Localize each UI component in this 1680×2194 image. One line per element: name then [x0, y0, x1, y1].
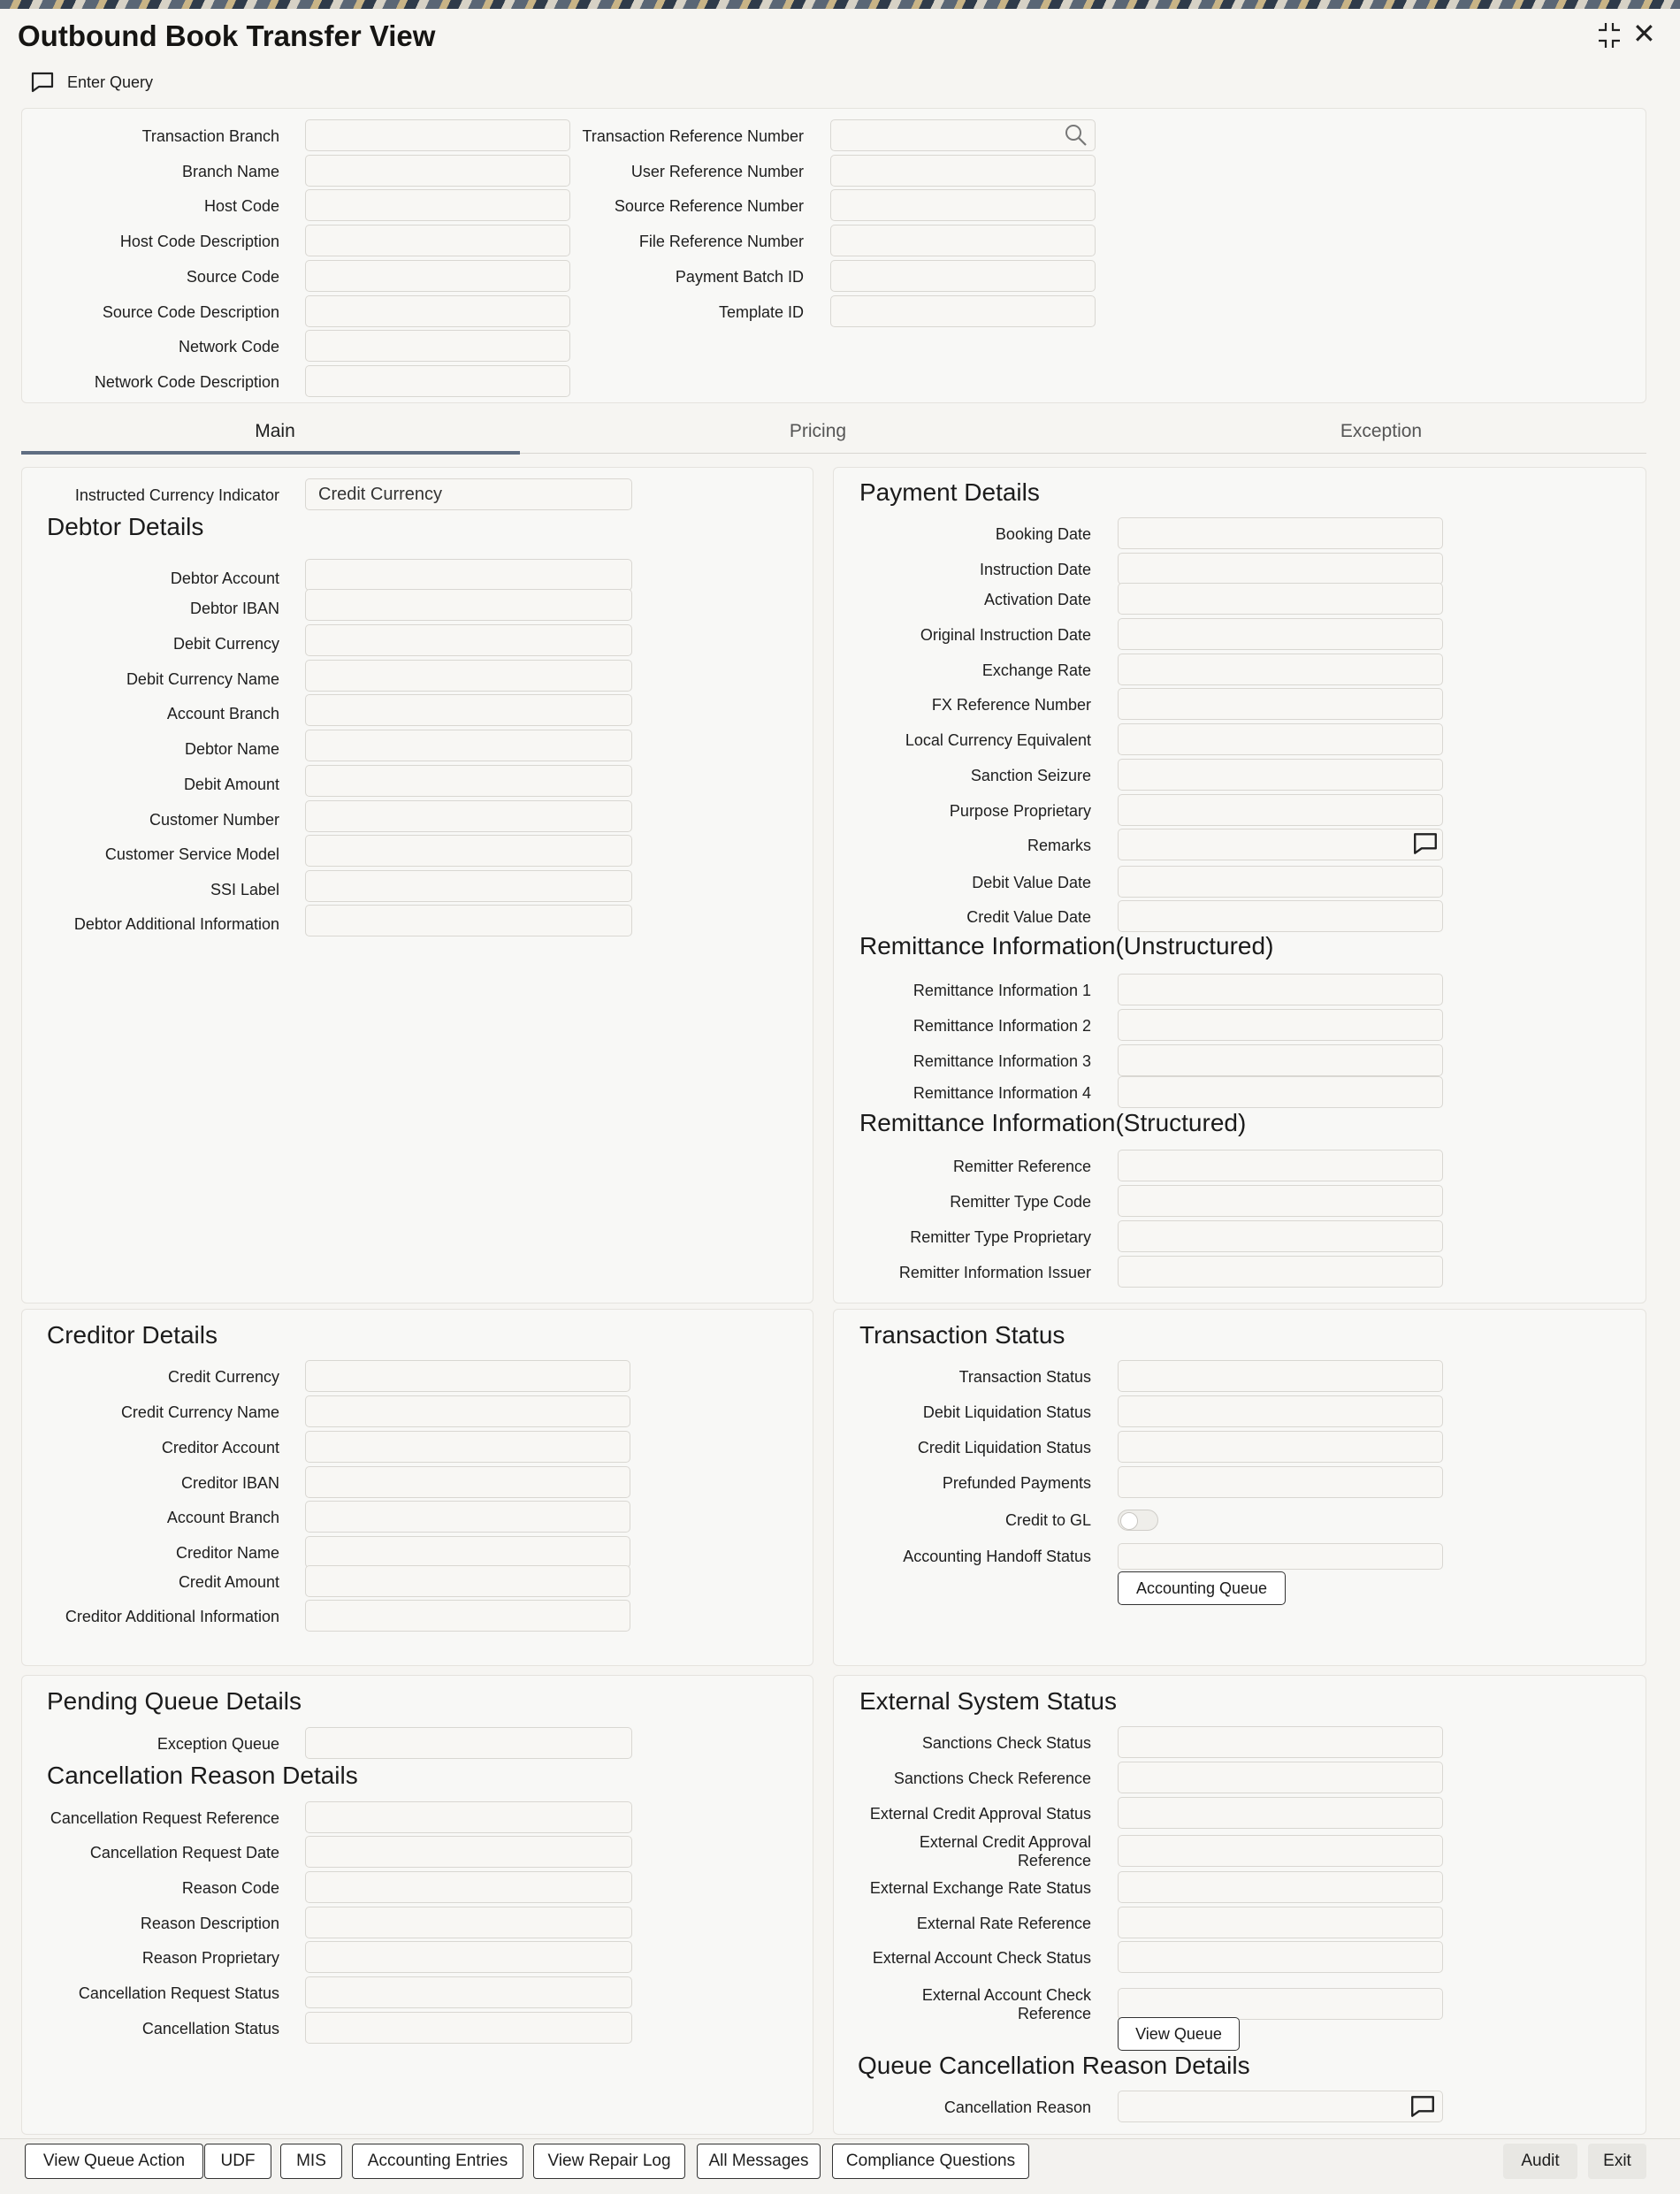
debtor-iban-field[interactable]: [305, 589, 632, 621]
cancellation-request-status-label: Cancellation Request Status: [78, 1984, 279, 2002]
debtor-account-label: Debtor Account: [170, 570, 279, 587]
credit-amount-label: Credit Amount: [178, 1573, 279, 1591]
fx-reference-number-label: FX Reference Number: [931, 696, 1091, 714]
accounting-handoff-status-label: Accounting Handoff Status: [903, 1548, 1091, 1565]
page-title: Outbound Book Transfer View: [18, 19, 436, 52]
transaction-reference-number-label: Transaction Reference Number: [582, 127, 804, 145]
debit-value-date-field[interactable]: [1118, 866, 1443, 898]
host-code-description-label: Host Code Description: [119, 233, 279, 251]
tab-exception[interactable]: Exception: [1340, 421, 1423, 441]
chat-icon[interactable]: [1409, 2094, 1436, 2119]
maximize-icon[interactable]: [1595, 21, 1623, 50]
debit-amount-field[interactable]: [305, 765, 632, 797]
source-reference-number-label: Source Reference Number: [614, 197, 804, 216]
view-queue-button[interactable]: View Queue: [1118, 2017, 1240, 2051]
credit-liquidation-status-label: Credit Liquidation Status: [917, 1439, 1091, 1456]
creditor-iban-field[interactable]: [305, 1466, 630, 1498]
activation-date-field[interactable]: [1118, 583, 1443, 615]
transaction-status-field[interactable]: [1118, 1360, 1443, 1392]
instruction-date-label: Instruction Date: [979, 561, 1091, 578]
creditor-name-field[interactable]: [305, 1536, 630, 1568]
creditor-name-label: Creditor Name: [175, 1544, 279, 1562]
cancellation-status-label: Cancellation Status: [141, 2020, 279, 2037]
ssi-label-label: SSI Label: [210, 881, 279, 898]
external-credit-approval-status-field[interactable]: [1118, 1797, 1443, 1829]
remittance-information-2-label: Remittance Information 2: [913, 1017, 1091, 1035]
remittance-information-4-label: Remittance Information 4: [913, 1084, 1091, 1102]
exchange-rate-label: Exchange Rate: [981, 661, 1091, 679]
cancellation-request-date-label: Cancellation Request Date: [89, 1844, 279, 1861]
network-code-description-label: Network Code Description: [94, 372, 279, 391]
transaction-branch-label: Transaction Branch: [141, 127, 279, 145]
remitter-type-proprietary-label: Remitter Type Proprietary: [910, 1228, 1091, 1246]
sanctions-check-reference-field[interactable]: [1118, 1762, 1443, 1793]
debit-currency-field[interactable]: [305, 624, 632, 656]
payment-batch-id-label: Payment Batch ID: [675, 267, 804, 286]
tab-main[interactable]: Main: [255, 421, 295, 441]
remitter-reference-field[interactable]: [1118, 1150, 1443, 1181]
queue-cancellation-reason-title: Queue Cancellation Reason Details: [858, 2052, 1250, 2079]
remittance-information-1-field[interactable]: [1118, 974, 1443, 1005]
remitter-type-proprietary-field[interactable]: [1118, 1220, 1443, 1252]
all-messages-button[interactable]: All Messages: [697, 2144, 821, 2179]
account-branch-field[interactable]: [305, 694, 632, 726]
creditor-iban-label: Creditor IBAN: [180, 1474, 279, 1492]
debit-amount-label: Debit Amount: [183, 776, 279, 793]
remittance-information-2-field[interactable]: [1118, 1009, 1443, 1041]
decorative-top-banner: [0, 0, 1680, 9]
cancellation-request-status-field[interactable]: [305, 1976, 632, 2008]
credit-liquidation-status-field[interactable]: [1118, 1431, 1443, 1463]
exception-queue-field[interactable]: [305, 1727, 632, 1759]
view-repair-log-button[interactable]: View Repair Log: [533, 2144, 685, 2179]
sanctions-check-reference-label: Sanctions Check Reference: [893, 1770, 1091, 1787]
remitter-information-issuer-field[interactable]: [1118, 1256, 1443, 1288]
external-credit-approval-status-label: External Credit Approval Status: [869, 1805, 1091, 1823]
booking-date-field[interactable]: [1118, 517, 1443, 549]
debit-liquidation-status-field[interactable]: [1118, 1395, 1443, 1427]
credit-currency-name-label: Credit Currency Name: [120, 1403, 279, 1421]
credit-to-gl-label: Credit to GL: [1004, 1511, 1091, 1529]
reason-description-label: Reason Description: [140, 1915, 279, 1932]
sanction-seizure-field[interactable]: [1118, 759, 1443, 791]
accounting-handoff-status-field[interactable]: [1118, 1543, 1443, 1570]
creditor-additional-information-field[interactable]: [305, 1600, 630, 1632]
chat-icon[interactable]: [1412, 831, 1439, 856]
reason-description-field[interactable]: [305, 1907, 632, 1938]
cancellation-request-date-field[interactable]: [305, 1836, 632, 1868]
reason-code-field[interactable]: [305, 1871, 632, 1903]
external-exchange-rate-status-field[interactable]: [1118, 1871, 1443, 1903]
credit-currency-field[interactable]: [305, 1360, 630, 1392]
sanctions-check-status-field[interactable]: [1118, 1726, 1443, 1758]
remarks-field[interactable]: [1118, 829, 1443, 860]
account-branch-field[interactable]: [305, 1501, 630, 1533]
customer-service-model-field[interactable]: [305, 835, 632, 867]
remittance-unstructured-title: Remittance Information(Unstructured): [859, 932, 1274, 959]
remitter-type-code-field[interactable]: [1118, 1185, 1443, 1217]
host-code-label: Host Code: [203, 197, 279, 216]
creditor-account-label: Creditor Account: [161, 1439, 279, 1456]
close-icon[interactable]: ✕: [1632, 18, 1656, 50]
transaction-status-label: Transaction Status: [958, 1368, 1091, 1386]
source-reference-number-field[interactable]: [830, 189, 1096, 221]
debtor-additional-information-field[interactable]: [305, 905, 632, 936]
external-rate-reference-field[interactable]: [1118, 1907, 1443, 1938]
purpose-proprietary-field[interactable]: [1118, 794, 1443, 826]
compliance-questions-button[interactable]: Compliance Questions: [832, 2144, 1029, 2179]
view-queue-action-button[interactable]: View Queue Action: [25, 2144, 203, 2179]
payment-batch-id-field[interactable]: [830, 260, 1096, 292]
booking-date-label: Booking Date: [995, 525, 1091, 543]
credit-amount-field[interactable]: [305, 1565, 630, 1597]
audit-button[interactable]: Audit: [1503, 2144, 1577, 2179]
prefunded-payments-label: Prefunded Payments: [942, 1474, 1091, 1492]
original-instruction-date-field[interactable]: [1118, 618, 1443, 650]
purpose-proprietary-label: Purpose Proprietary: [949, 802, 1091, 820]
debit-currency-label: Debit Currency: [172, 635, 279, 653]
debtor-name-label: Debtor Name: [184, 740, 279, 758]
mis-button[interactable]: MIS: [280, 2144, 342, 2179]
enter-query-button[interactable]: [30, 69, 153, 96]
credit-currency-label: Credit Currency: [167, 1368, 279, 1386]
user-reference-number-label: User Reference Number: [630, 162, 804, 180]
external-rate-reference-label: External Rate Reference: [916, 1915, 1091, 1932]
user-reference-number-field[interactable]: [830, 155, 1096, 187]
network-code-label: Network Code: [178, 338, 279, 356]
debtor-account-field[interactable]: [305, 559, 632, 591]
external-credit-approval-reference-field[interactable]: [1118, 1835, 1443, 1867]
local-currency-equivalent-label: Local Currency Equivalent: [905, 731, 1091, 749]
debtor-iban-label: Debtor IBAN: [189, 600, 279, 617]
instructed-currency-indicator-label: Instructed Currency Indicator: [74, 486, 279, 504]
remittance-information-3-label: Remittance Information 3: [913, 1052, 1091, 1070]
accounting-entries-button[interactable]: Accounting Entries: [352, 2144, 523, 2179]
external-account-check-status-label: External Account Check Status: [872, 1949, 1091, 1967]
template-id-field[interactable]: [830, 295, 1096, 327]
remittance-information-3-field[interactable]: [1118, 1044, 1443, 1076]
creditor-additional-information-label: Creditor Additional Information: [65, 1608, 279, 1625]
remitter-type-code-label: Remitter Type Code: [950, 1193, 1091, 1211]
customer-service-model-label: Customer Service Model: [104, 845, 279, 863]
customer-number-label: Customer Number: [149, 811, 279, 829]
creditor-account-field[interactable]: [305, 1431, 630, 1463]
exception-queue-label: Exception Queue: [157, 1735, 279, 1753]
reason-proprietary-field[interactable]: [305, 1941, 632, 1973]
external-exchange-rate-status-label: External Exchange Rate Status: [869, 1879, 1091, 1897]
sanctions-check-status-label: Sanctions Check Status: [921, 1734, 1091, 1752]
external-system-status-title: External System Status: [859, 1687, 1118, 1715]
accounting-queue-button[interactable]: Accounting Queue: [1118, 1571, 1286, 1605]
branch-name-label: Branch Name: [181, 162, 279, 180]
pending-queue-details-title: Pending Queue Details: [47, 1687, 302, 1715]
cancellation-request-reference-field[interactable]: [305, 1801, 632, 1833]
debit-value-date-label: Debit Value Date: [972, 874, 1091, 891]
source-code-description-label: Source Code Description: [102, 302, 279, 321]
active-tab-indicator: [21, 451, 520, 455]
chat-icon: [30, 71, 55, 94]
credit-to-gl-toggle[interactable]: [1118, 1510, 1158, 1531]
account-branch-label: Account Branch: [166, 1509, 279, 1526]
credit-value-date-label: Credit Value Date: [966, 908, 1091, 926]
debtor-details-title: Debtor Details: [47, 513, 204, 540]
template-id-label: Template ID: [718, 302, 804, 321]
remarks-label: Remarks: [1027, 837, 1091, 854]
network-code-field[interactable]: [305, 330, 570, 362]
remittance-information-1-label: Remittance Information 1: [913, 982, 1091, 999]
external-account-check-status-field[interactable]: [1118, 1941, 1443, 1973]
original-instruction-date-label: Original Instruction Date: [920, 626, 1091, 644]
external-credit-approval-reference-label: External Credit Approval Reference: [919, 1833, 1091, 1869]
external-account-check-reference-label: External Account Check Reference: [921, 1986, 1091, 2022]
account-branch-label: Account Branch: [166, 705, 279, 722]
search-icon[interactable]: [1065, 124, 1088, 147]
debit-currency-name-label: Debit Currency Name: [126, 670, 279, 688]
source-code-label: Source Code: [186, 267, 279, 286]
udf-button[interactable]: UDF: [204, 2144, 271, 2179]
prefunded-payments-field[interactable]: [1118, 1466, 1443, 1498]
sanction-seizure-label: Sanction Seizure: [970, 767, 1091, 784]
remitter-information-issuer-label: Remitter Information Issuer: [898, 1264, 1091, 1281]
credit-value-date-field[interactable]: [1118, 900, 1443, 932]
transaction-reference-number-field[interactable]: [830, 119, 1096, 151]
debit-currency-name-field[interactable]: [305, 660, 632, 692]
exchange-rate-field[interactable]: [1118, 654, 1443, 685]
debtor-name-field[interactable]: [305, 730, 632, 761]
cancellation-reason-label: Cancellation Reason: [943, 2098, 1091, 2116]
file-reference-number-label: File Reference Number: [638, 233, 804, 251]
reason-code-label: Reason Code: [181, 1879, 279, 1897]
activation-date-label: Activation Date: [983, 591, 1091, 608]
remitter-reference-label: Remitter Reference: [952, 1158, 1091, 1175]
instruction-date-field[interactable]: [1118, 553, 1443, 585]
remittance-structured-title: Remittance Information(Structured): [859, 1109, 1247, 1136]
cancellation-request-reference-label: Cancellation Request Reference: [50, 1809, 279, 1827]
instructed-currency-indicator-field[interactable]: Credit Currency: [305, 478, 632, 510]
ssi-label-field[interactable]: [305, 870, 632, 902]
cancellation-status-field[interactable]: [305, 2012, 632, 2044]
tab-pricing[interactable]: Pricing: [789, 421, 847, 441]
debtor-additional-information-label: Debtor Additional Information: [73, 915, 279, 933]
debit-liquidation-status-label: Debit Liquidation Status: [922, 1403, 1091, 1421]
enter-query-label: Enter Query: [67, 73, 154, 91]
file-reference-number-field[interactable]: [830, 225, 1096, 256]
local-currency-equivalent-field[interactable]: [1118, 723, 1443, 755]
network-code-description-field[interactable]: [305, 365, 570, 397]
external-account-check-reference-field[interactable]: [1118, 1988, 1443, 2020]
credit-currency-name-field[interactable]: [305, 1395, 630, 1427]
remittance-information-4-field[interactable]: [1118, 1076, 1443, 1108]
reason-proprietary-label: Reason Proprietary: [141, 1949, 279, 1967]
exit-button[interactable]: Exit: [1588, 2144, 1646, 2179]
creditor-details-title: Creditor Details: [47, 1321, 218, 1349]
payment-details-title: Payment Details: [859, 478, 1040, 506]
customer-number-field[interactable]: [305, 800, 632, 832]
cancellation-reason-field[interactable]: [1118, 2091, 1443, 2122]
transaction-status-title: Transaction Status: [859, 1321, 1065, 1349]
cancellation-reason-details-title: Cancellation Reason Details: [47, 1762, 358, 1789]
fx-reference-number-field[interactable]: [1118, 688, 1443, 720]
